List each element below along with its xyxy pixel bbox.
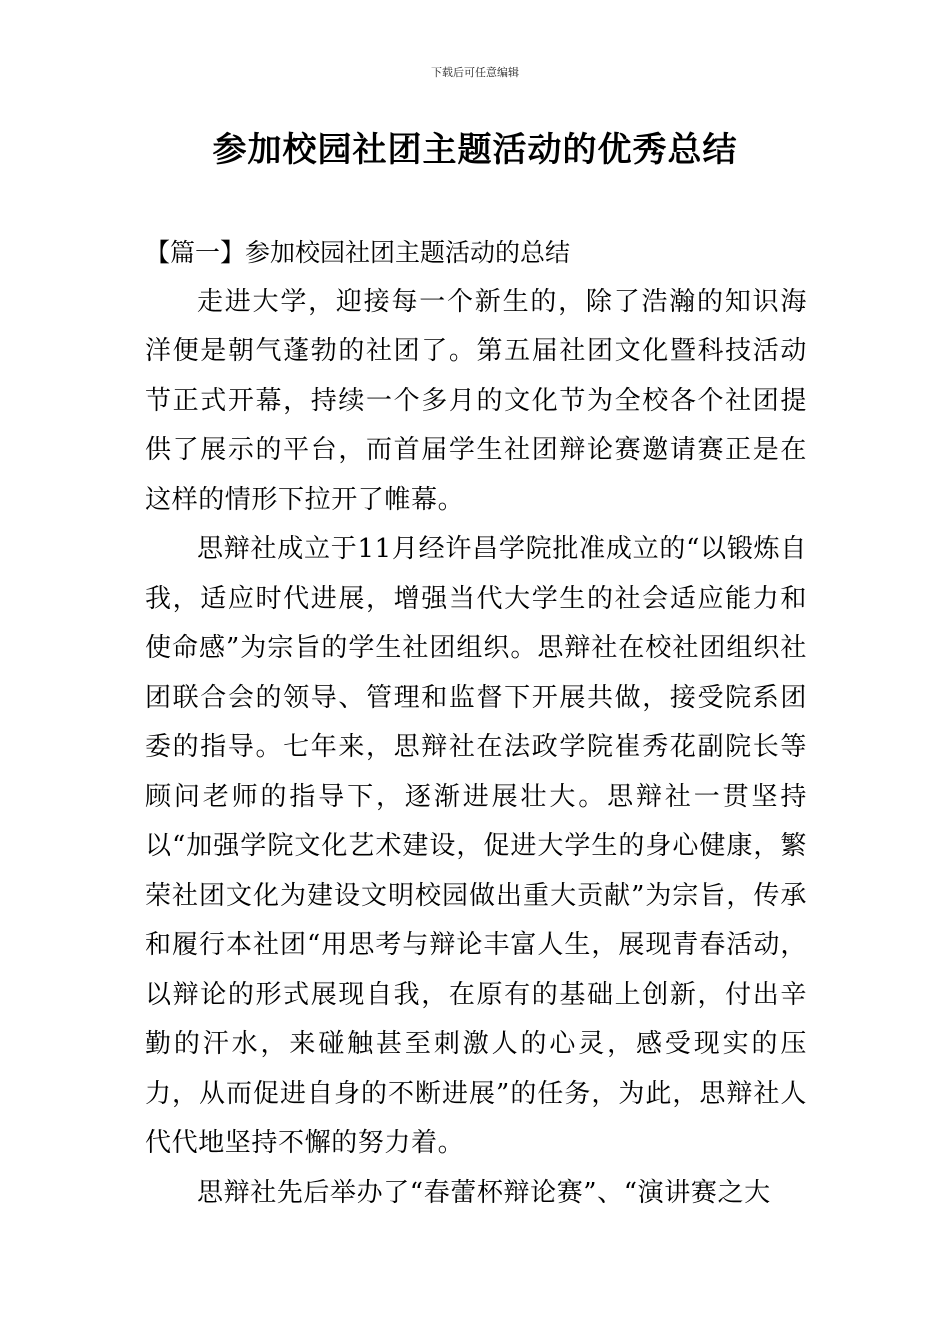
header-note: 下载后可任意编辑: [431, 66, 519, 79]
paragraph-3: 思辩社先后举办了“春蕾杯辩论赛”、“演讲赛之大: [197, 1177, 771, 1208]
section-heading: 【篇一】参加校园社团主题活动的总结: [145, 238, 571, 267]
paragraph-1: 走进大学，迎接每一个新生的，除了浩瀚的知识海洋便是朝气蓬勃的社团了。第五届社团文化暨科技活动节正式开幕，持续一个多月的文化节为全校各个社团提供了展示的平台，而首届学生社团辩论赛邀请赛正是在这样的情形下拉开了帷幕。: [145, 286, 807, 515]
document-title: 参加校园社团主题活动的优秀总结: [212, 130, 738, 170]
paragraph-2: 思辩社成立于11月经许昌学院批准成立的“以锻炼自我，适应时代进展，增强当代大学生的社会适应能力和使命感”为宗旨的学生社团组织。思辩社在校社团组织社团联合会的领导、管理和监督下开展共做，接受院系团委的指导。七年来，思辩社在法政学院崔秀花副院长等顾问老师的指导下，逐渐进展壮大。思辩社一贯坚持以“加强学院文化艺术建设，促进大学生的身心健康，繁荣社团文化为建设文明校园做出重大贡献”为宗旨，传承和履行本社团“用思考与辩论丰富人生，展现青春活动，以辩论的形式展现自我，在原有的基础上创新，付出辛勤的汗水，来碰触甚至刺激人的心灵，感受现实的压力，从而促进自身的不断进展”的任务，为此，思辩社人代代地坚持不懈的努力着。: [145, 534, 807, 1158]
document-body: [145, 228, 807, 1218]
